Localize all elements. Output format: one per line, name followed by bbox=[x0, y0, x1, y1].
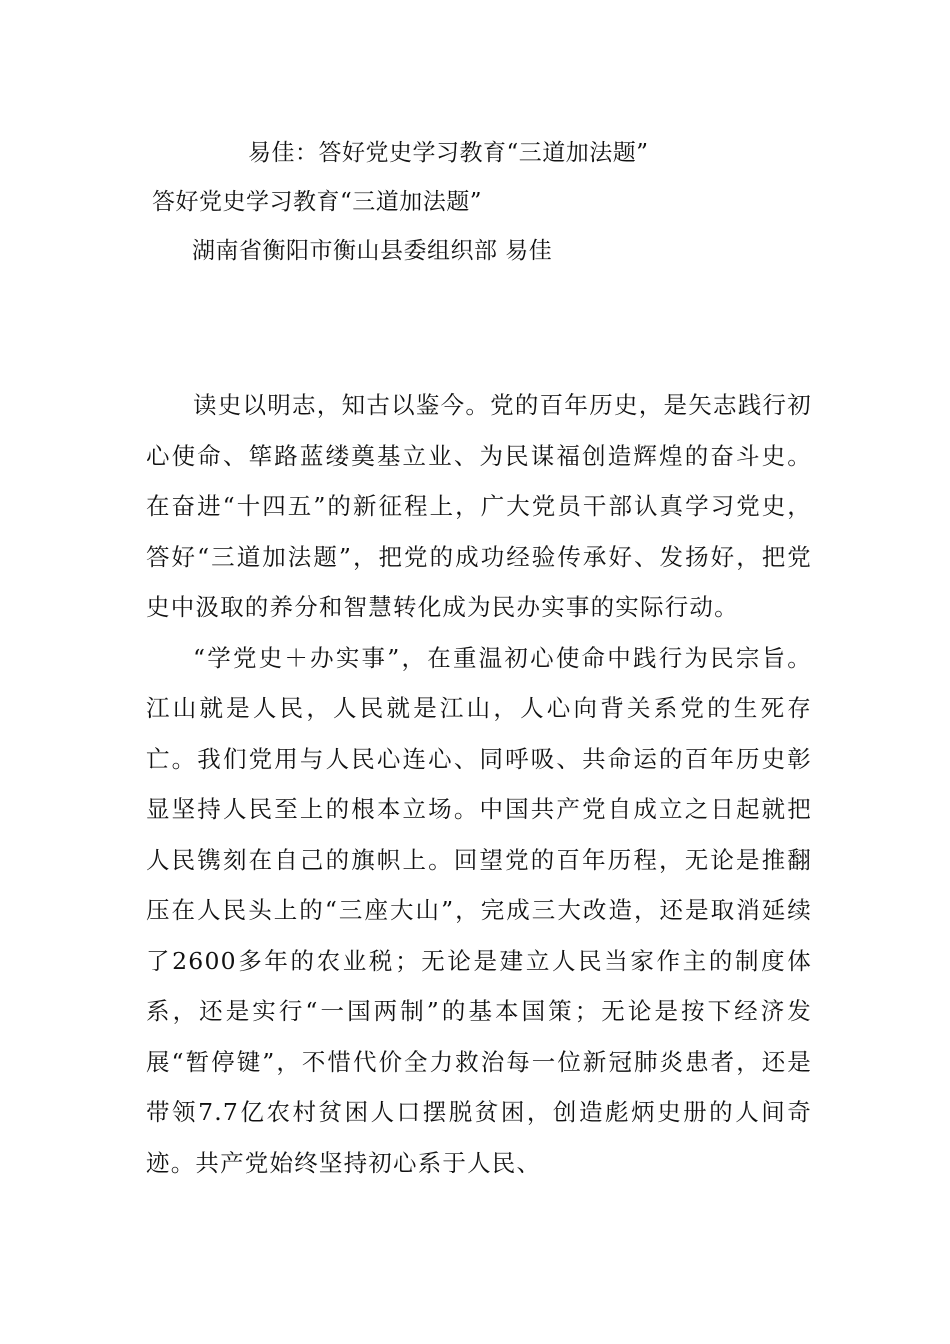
article-body bbox=[146, 380, 812, 1188]
document-title: 易佳：答好党史学习教育“三道加法题” bbox=[248, 140, 649, 166]
paragraph: 读史以明志，知古以鉴今。党的百年历史，是矢志践行初心使命、筚路蓝缕奠基立业、为民谋福创造辉煌的奋斗史。在奋进“十四五”的新征程上，广大党员干部认真学习党史，答好“三道加法题”，把党的成功经验传承好、发扬好，把党史中汲取的养分和智慧转化成为民办实事的实际行动。 bbox=[146, 391, 812, 621]
document-subtitle: 答好党史学习教育“三道加法题” bbox=[152, 189, 483, 215]
author-byline: 湖南省衡阳市衡山县委组织部 易佳 bbox=[192, 238, 553, 264]
paragraph: “学党史＋办实事”，在重温初心使命中践行为民宗旨。江山就是人民，人民就是江山，人心向背关系党的生死存亡。我们党用与人民心连心、同呼吸、共命运的百年历史彰显坚持人民至上的根本立场。中国共产党自成立之日起就把人民镌刻在自己的旗帜上。回望党的百年历程，无论是推翻压在人民头上的“三座大山”，完成三大改造，还是取消延续了2600多年的农业税；无论是建立人民当家作主的制度体系，还是实行“一国两制”的基本国策；无论是按下经济发展“暂停键”，不惜代价全力救治每一位新冠肺炎患者，还是带领7.7亿农村贫困人口摆脱贫困，创造彪炳史册的人间奇迹。共产党始终坚持初心系于人民、 bbox=[146, 643, 812, 1177]
